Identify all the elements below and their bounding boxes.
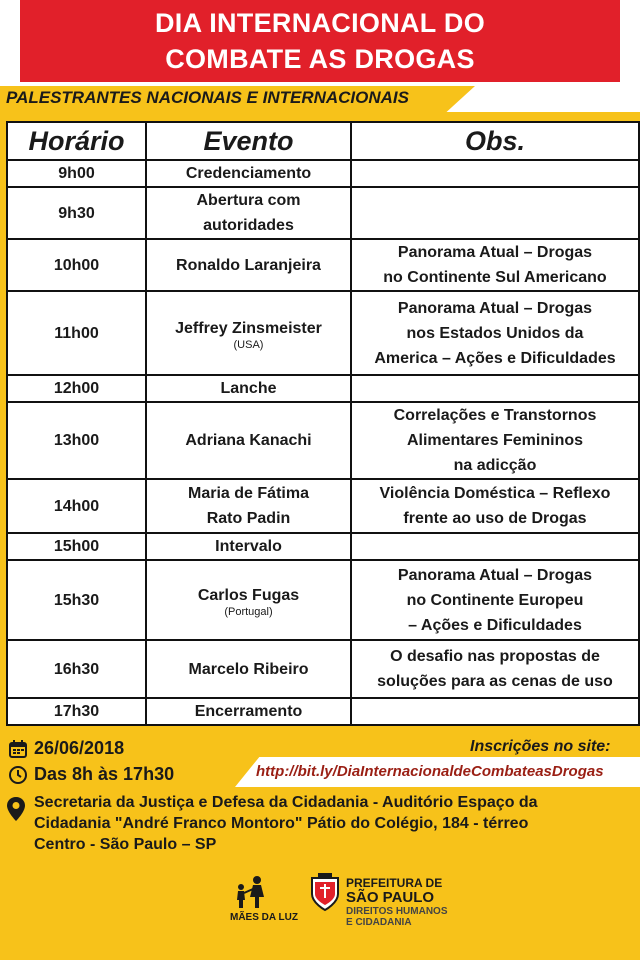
obs-text: – Ações e Dificuldades bbox=[408, 616, 582, 634]
event-cell bbox=[146, 187, 351, 239]
obs-cell bbox=[351, 291, 639, 375]
obs-cell bbox=[351, 402, 639, 479]
time-cell: 9h30 bbox=[7, 187, 146, 239]
obs-cell bbox=[351, 375, 639, 402]
column-header-horario: Horário bbox=[7, 122, 146, 160]
event-text: Rato Padin bbox=[206, 510, 291, 527]
obs-text: America – Ações e Dificuldades bbox=[374, 349, 616, 367]
column-header-evento: Evento bbox=[146, 122, 351, 160]
address-line-2: Cidadania "André Franco Montoro" Pátio do Colégio, 184 - térreo bbox=[34, 815, 529, 832]
obs-text: Alimentares Femininos bbox=[406, 432, 584, 449]
obs-text: Panorama Atual – Drogas bbox=[397, 244, 593, 261]
event-text: Maria de Fátima bbox=[188, 485, 309, 502]
family-icon bbox=[232, 875, 268, 914]
event-cell bbox=[146, 560, 351, 640]
event-text: Ronaldo Laranjeira bbox=[176, 256, 321, 274]
obs-text: no Continente Sul Americano bbox=[383, 269, 607, 286]
event-cell bbox=[146, 479, 351, 533]
site-url-link[interactable]: http://bit.ly/DiaInternacionaldeCombateasDrogas bbox=[256, 763, 604, 780]
obs-text: no Continente Europeu bbox=[406, 591, 584, 609]
event-cell bbox=[146, 291, 351, 375]
event-text: Encerramento bbox=[194, 703, 303, 720]
event-text: autoridades bbox=[203, 217, 294, 234]
event-cell bbox=[146, 533, 351, 560]
obs-text: Violência Doméstica – Reflexo bbox=[379, 485, 611, 502]
maes-da-luz-logo: MÃES DA LUZ bbox=[230, 912, 298, 923]
obs-text: Panorama Atual – Drogas bbox=[397, 566, 593, 584]
inscricoes-label: Inscrições no site: bbox=[470, 738, 611, 755]
event-date: 26/06/2018 bbox=[34, 738, 125, 758]
event-text: Marcelo Ribeiro bbox=[188, 660, 309, 678]
obs-text: na adicção bbox=[453, 457, 537, 474]
time-cell: 11h00 bbox=[7, 291, 146, 375]
time-cell: 14h00 bbox=[7, 479, 146, 533]
event-text: Intervalo bbox=[215, 538, 282, 555]
event-text: Abertura com bbox=[196, 192, 301, 209]
event-cell bbox=[146, 239, 351, 291]
city-crest-icon bbox=[308, 872, 342, 917]
table-row bbox=[7, 375, 639, 402]
schedule-table bbox=[6, 121, 640, 726]
table-row bbox=[7, 402, 639, 479]
table-row bbox=[7, 291, 639, 375]
table-row bbox=[7, 640, 639, 698]
calendar-icon bbox=[8, 739, 28, 764]
event-country-note: (Portugal) bbox=[224, 605, 273, 618]
table-row bbox=[7, 187, 639, 239]
prefeitura-line-1: PREFEITURA DE bbox=[346, 876, 443, 890]
obs-cell bbox=[351, 479, 639, 533]
address-line-3: Centro - São Paulo – SP bbox=[34, 836, 217, 853]
table-row bbox=[7, 560, 639, 640]
obs-text: soluções para as cenas de uso bbox=[377, 673, 613, 690]
obs-cell bbox=[351, 640, 639, 698]
obs-cell bbox=[351, 560, 639, 640]
event-country-note: (USA) bbox=[233, 338, 264, 351]
subtitle: PALESTRANTES NACIONAIS E INTERNACIONAIS bbox=[6, 88, 409, 107]
address-line-1: Secretaria da Justiça e Defesa da Cidadania - Auditório Espaço da bbox=[34, 794, 538, 811]
obs-text: Correlações e Transtornos bbox=[393, 407, 597, 424]
time-cell: 17h30 bbox=[7, 698, 146, 725]
event-cell bbox=[146, 402, 351, 479]
prefeitura-line-3: DIREITOS HUMANOS bbox=[346, 906, 448, 917]
event-text: Adriana Kanachi bbox=[185, 432, 312, 449]
table-header-row bbox=[7, 122, 639, 160]
obs-cell bbox=[351, 239, 639, 291]
time-cell: 16h30 bbox=[7, 640, 146, 698]
event-cell bbox=[146, 640, 351, 698]
obs-text: Panorama Atual – Drogas bbox=[397, 299, 593, 317]
event-cell bbox=[146, 160, 351, 187]
event-cell bbox=[146, 698, 351, 725]
event-hours: Das 8h às 17h30 bbox=[34, 764, 175, 784]
page-title-line-2: COMBATE AS DROGAS bbox=[165, 44, 475, 74]
event-text: Jeffrey Zinsmeister bbox=[175, 319, 322, 337]
column-header-obs: Obs. bbox=[351, 122, 639, 160]
obs-cell bbox=[351, 533, 639, 560]
obs-cell bbox=[351, 160, 639, 187]
location-pin-icon bbox=[6, 796, 26, 827]
obs-text: nos Estados Unidos da bbox=[406, 324, 584, 342]
table-row bbox=[7, 698, 639, 725]
clock-icon bbox=[8, 765, 28, 790]
prefeitura-line-2: SÃO PAULO bbox=[346, 889, 435, 906]
time-cell: 13h00 bbox=[7, 402, 146, 479]
header-band bbox=[0, 0, 640, 86]
event-text: Lanche bbox=[220, 380, 277, 397]
obs-cell bbox=[351, 698, 639, 725]
obs-cell bbox=[351, 187, 639, 239]
table-row bbox=[7, 479, 639, 533]
obs-text: O desafio nas propostas de bbox=[390, 648, 600, 665]
event-text: Credenciamento bbox=[185, 165, 312, 182]
table-row bbox=[7, 160, 639, 187]
obs-text: frente ao uso de Drogas bbox=[403, 510, 587, 527]
event-cell bbox=[146, 375, 351, 402]
time-cell: 15h30 bbox=[7, 560, 146, 640]
time-cell: 9h00 bbox=[7, 160, 146, 187]
prefeitura-line-4: E CIDADANIA bbox=[346, 917, 412, 928]
event-text: Carlos Fugas bbox=[197, 586, 300, 604]
time-cell: 15h00 bbox=[7, 533, 146, 560]
time-cell: 12h00 bbox=[7, 375, 146, 402]
table-row bbox=[7, 239, 639, 291]
time-cell: 10h00 bbox=[7, 239, 146, 291]
page-title-line-1: DIA INTERNACIONAL DO bbox=[155, 8, 485, 38]
table-row bbox=[7, 533, 639, 560]
